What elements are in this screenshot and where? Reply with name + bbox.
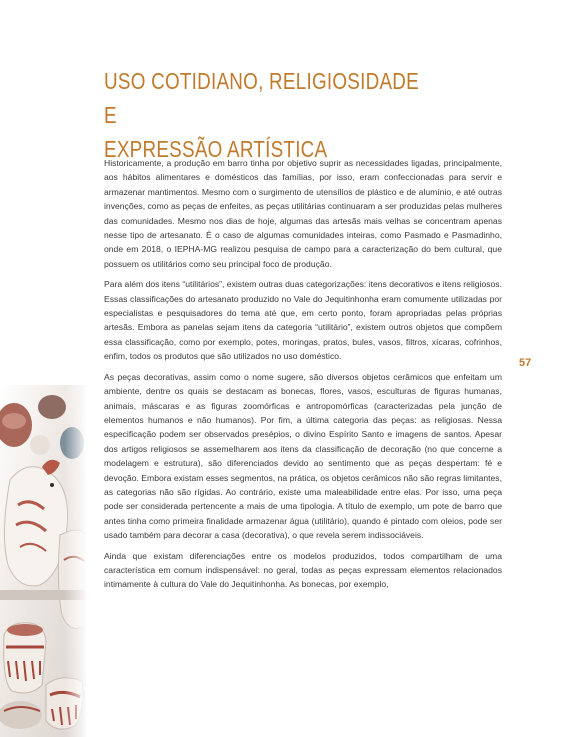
- paragraph: Ainda que existam diferenciações entre os modelos produzidos, todos compartilham de uma característica em comum indispensável: no geral, todas as peças expressam elementos relacionados intimamente à cultura do Vale do Jequitinhonha. As bonecas, por exemplo,: [104, 550, 502, 590]
- title-line-1: USO COTIDIANO, RELIGIOSIDADE E: [104, 68, 419, 128]
- title-line-2: EXPRESSÃO ARTÍSTICA: [104, 136, 328, 162]
- paragraph: Para além dos itens “utilitários”, existem outras duas categorizações: itens decorativos e itens religiosos. Essas classificações do artesanato produzido no Vale do Jequitinhonha eram comumente utilizadas por especialistas e pesquisadores do tema até que, em certo ponto, foram apropriadas pelas próprias artesãs. Embora as panelas sejam itens da categoria “utilitário”, existem outros objetos que compõem essa classificação, como por exemplo, potes, moringas, pratos, bules, vasos, filtros, xícaras, cofrinhos, enfim, todos os produtos que são utilizados no uso doméstico.: [104, 279, 502, 362]
- body-text: [104, 156, 502, 598]
- ceramics-photo: [0, 385, 86, 737]
- page-number: 57: [519, 357, 532, 369]
- section-title: [104, 64, 432, 166]
- paragraph: Historicamente, a produção em barro tinha por objetivo suprir as necessidades ligadas, principalmente, aos hábitos alimentares e domésticos das famílias, por isso, eram confeccionadas para servir e armazenar mantimentos. Mesmo com o surgimento de utensílios de plástico e de alumínio, e até outras invenções, como as peças de enfeites, as peças utilitárias continuaram a ser produzidas pelas mulheres das comunidades. Mesmo nos dias de hoje, algumas das artesãs mais velhas se concentram apenas nesse tipo de artesanato. É o caso de algumas comunidades inteiras, como Pasmado e Pasmadinho, onde em 2018, o IEPHA-MG realizou pesquisa de campo para a caracterização do bem cultural, que possuem os utilitários como seu principal foco de produção.: [104, 158, 502, 269]
- paragraph: As peças decorativas, assim como o nome sugere, são diversos objetos cerâmicos que enfeitam um ambiente, dentre os quais se destacam as bonecas, flores, vasos, esculturas de figuras humanas, animais, máscaras e as figuras zoomórficas e antropomórficas (caracterizadas pela junção de elementos humanos e não humanos). Por fim, a última categoria das peças: as religiosas. Nessa especificação podem ser observados presépios, o divino Espírito Santo e imagens de santos. Apesar dos artigos religiosos se assemelharem aos itens da classificação de decoração (no que concerne a modelagem e estrutura), são diferenciados devido ao sentimento que as peças despertam: fé e devoção. Embora existam esses segmentos, na prática, os objetos cerâmicos não são regras limitantes, as categorias não são rígidas. Ao contrário, existe uma maleabilidade entre elas. Por isso, uma peça pode ser considerada pertencente a mais de uma tipologia. A título de exemplo, um pote de barro que antes tinha como primeira finalidade armazenar água (utilitário), quando é pintado com oleios, pode ser usado também para decorar a casa (decorativa), o que revela serem indissociáveis.: [104, 371, 502, 541]
